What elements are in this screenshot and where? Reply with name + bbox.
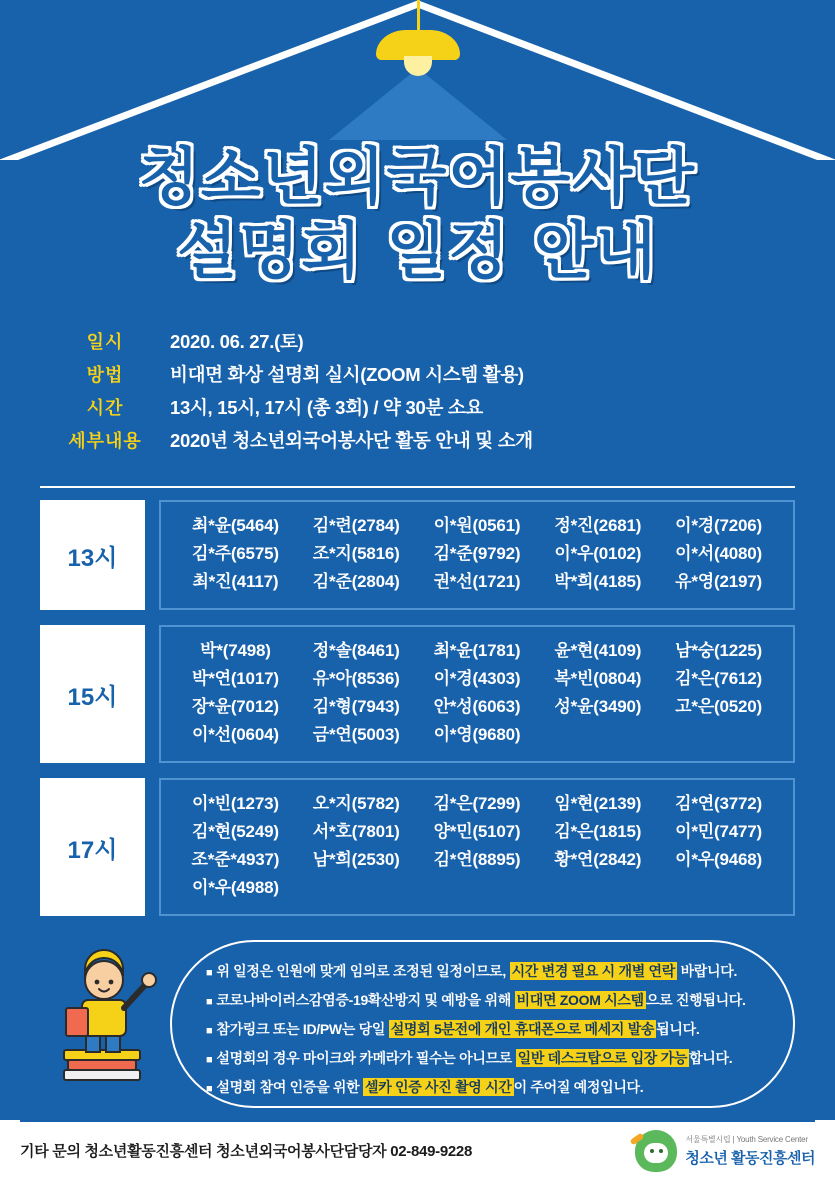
info-value: 비대면 화상 설명회 실시(ZOOM 시스템 활용): [170, 364, 524, 385]
participant-name: [537, 721, 658, 749]
logo-mascot-icon: [635, 1130, 677, 1172]
participant-name: 이*우(4988): [191, 878, 279, 897]
participant-name: 장*윤(7012): [191, 697, 279, 716]
lamp-beam-icon: [329, 68, 507, 140]
note-item: [206, 987, 763, 1016]
participant-name: 김*은(1815): [554, 822, 642, 841]
session-time-label: 17시: [40, 778, 145, 916]
participant-name: 남*숭(1225): [675, 641, 762, 660]
session-block: [40, 625, 795, 763]
participant-name: 김*준(2804): [312, 572, 400, 591]
participant-name: 이*영(9680): [433, 725, 521, 744]
logo-subtitle: 서울특별시립 | Youth Service Center: [685, 1135, 808, 1144]
participant-name: 권*선(1721): [433, 572, 521, 591]
participant-name: [658, 721, 779, 749]
notes-section: [40, 940, 795, 1120]
participant-name: 최*진(4117): [192, 572, 279, 591]
name-row: [175, 874, 779, 902]
participant-name: 최*윤(1781): [433, 641, 521, 660]
participant-name: 김*연(8895): [433, 850, 521, 869]
participant-name: 김*형(7943): [312, 697, 400, 716]
participant-name: 김*은(7299): [433, 794, 521, 813]
note-highlight: 셀카 인증 사진 촬영 시간: [364, 1079, 512, 1095]
logo-text: [685, 1134, 815, 1168]
participant-name: [296, 874, 417, 902]
note-text-post: 이 주어질 예정입니다.: [513, 1079, 644, 1095]
info-row: [40, 361, 795, 394]
participant-name: 복*빈(0804): [554, 669, 642, 688]
session-block: [40, 500, 795, 610]
participant-name: 이*경(4303): [433, 669, 521, 688]
note-highlight: 시간 변경 필요 시 개별 연락: [511, 963, 675, 979]
participant-name: [417, 874, 538, 902]
note-item: [206, 1045, 763, 1074]
participant-name: 김*준(9792): [433, 544, 521, 563]
participant-name: 김*현(5249): [191, 822, 279, 841]
note-text-post: 합니다.: [689, 1050, 733, 1066]
participant-name: 김*은(7612): [675, 669, 762, 688]
note-highlight: 설명회 5분전에 개인 휴대폰으로 메세지 발송: [390, 1021, 655, 1037]
info-label: 세부내용: [68, 431, 142, 451]
participant-name: [537, 874, 658, 902]
name-row: [175, 512, 779, 540]
note-item: [206, 1016, 763, 1045]
poster-title: [0, 140, 835, 288]
participant-name: 이*경(7206): [675, 516, 762, 535]
note-highlight: 비대면 ZOOM 시스템: [516, 992, 644, 1008]
participant-name: 이*민(7477): [675, 822, 762, 841]
note-item: [206, 958, 763, 987]
participant-name: 안*성(6063): [433, 697, 521, 716]
footer-divider: [20, 1120, 815, 1122]
participant-name: 박*연(1017): [191, 669, 279, 688]
bullet-icon: ■: [206, 1083, 213, 1095]
participant-name: 김*주(6575): [191, 544, 279, 563]
participant-name: 김*연(3772): [675, 794, 762, 813]
note-text-pre: 설명회 참여 인증을 위한: [216, 1079, 363, 1095]
participant-name: 양*민(5107): [433, 822, 521, 841]
title-line-2: 설명회 일정 안내: [177, 214, 658, 287]
participant-name: 조*준*4937): [191, 850, 280, 869]
info-row: [40, 328, 795, 361]
participant-name: 박*희(4185): [554, 572, 642, 591]
bullet-icon: ■: [206, 1054, 213, 1066]
session-time-label: 15시: [40, 625, 145, 763]
note-text-pre: 코로나바이러스감염증-19확산방지 및 예방을 위해: [216, 992, 515, 1008]
center-logo: [635, 1130, 815, 1172]
title-line-1: 청소년외국어봉사단: [138, 140, 697, 213]
participant-name: 성*윤(3490): [554, 697, 642, 716]
participant-name: 이*서(4080): [675, 544, 762, 563]
session-name-grid: [159, 778, 795, 916]
name-row: [175, 721, 779, 749]
student-illustration-icon: [50, 948, 170, 1098]
participant-name: 오*지(5782): [312, 794, 400, 813]
participant-name: [658, 874, 779, 902]
footer-contact: 기타 문의 청소년활동진흥센터 청소년외국어봉사단담당자 02-849-9228: [20, 1143, 472, 1160]
participant-name: 이*우(0102): [554, 544, 642, 563]
session-list: [40, 500, 795, 931]
note-text-pre: 참가링크 또는 ID/PW는 당일: [216, 1021, 389, 1037]
info-label: 일시: [86, 332, 124, 352]
info-value: 2020년 청소년외국어봉사단 활동 안내 및 소개: [170, 430, 533, 451]
participant-name: 이*우(9468): [675, 850, 762, 869]
participant-name: 금*연(5003): [312, 725, 400, 744]
participant-name: 황*연(2842): [554, 850, 642, 869]
participant-name: 유*아(8536): [312, 669, 400, 688]
info-row: [40, 427, 795, 460]
session-name-grid: [159, 500, 795, 610]
participant-name: 이*원(0561): [433, 516, 521, 535]
divider: [40, 486, 795, 488]
logo-title: 청소년 활동진흥센터: [685, 1150, 815, 1167]
participant-name: 최*윤(5464): [191, 516, 279, 535]
note-item: [206, 1074, 763, 1103]
lamp-cord-icon: [417, 0, 420, 34]
name-row: [175, 665, 779, 693]
participant-name: 이*빈(1273): [191, 794, 279, 813]
bullet-icon: ■: [206, 967, 213, 979]
info-label: 방법: [86, 365, 124, 385]
notes-bubble: [170, 940, 795, 1108]
participant-name: 정*진(2681): [554, 516, 642, 535]
info-table: [40, 328, 795, 460]
name-row: [175, 568, 779, 596]
info-row: [40, 394, 795, 427]
participant-name: 고*은(0520): [675, 697, 762, 716]
participant-name: 남*희(2530): [312, 850, 400, 869]
participant-name: 서*호(7801): [312, 822, 400, 841]
name-row: [175, 540, 779, 568]
note-highlight: 일반 데스크탑으로 입장 가능: [517, 1050, 688, 1066]
name-row: [175, 790, 779, 818]
name-row: [175, 846, 779, 874]
bullet-icon: ■: [206, 996, 213, 1008]
bullet-icon: ■: [206, 1025, 213, 1037]
participant-name: 조*지(5816): [312, 544, 400, 563]
participant-name: 유*영(2197): [675, 572, 762, 591]
name-row: [175, 693, 779, 721]
session-block: [40, 778, 795, 916]
participant-name: 정*솔(8461): [312, 641, 400, 660]
note-text-post: 바랍니다.: [676, 963, 738, 979]
info-value: 2020. 06. 27.(토): [170, 331, 304, 352]
participant-name: 임*현(2139): [554, 794, 642, 813]
name-row: [175, 818, 779, 846]
note-text-pre: 설명회의 경우 마이크와 카메라가 필수는 아니므로: [216, 1050, 516, 1066]
session-time-label: 13시: [40, 500, 145, 610]
name-row: [175, 637, 779, 665]
note-text-post: 으로 진행됩니다.: [645, 992, 746, 1008]
participant-name: 김*련(2784): [312, 516, 400, 535]
note-text-post: 됩니다.: [656, 1021, 700, 1037]
info-value: 13시, 15시, 17시 (총 3회) / 약 30분 소요: [170, 397, 483, 418]
session-name-grid: [159, 625, 795, 763]
note-text-pre: 위 일정은 인원에 맞게 임의로 조정된 일정이므로,: [216, 963, 510, 979]
participant-name: 윤*현(4109): [554, 641, 642, 660]
info-label: 시간: [86, 398, 124, 418]
participant-name: 이*선(0604): [191, 725, 279, 744]
footer: [0, 1120, 835, 1180]
participant-name: 박*(7498): [200, 641, 271, 660]
